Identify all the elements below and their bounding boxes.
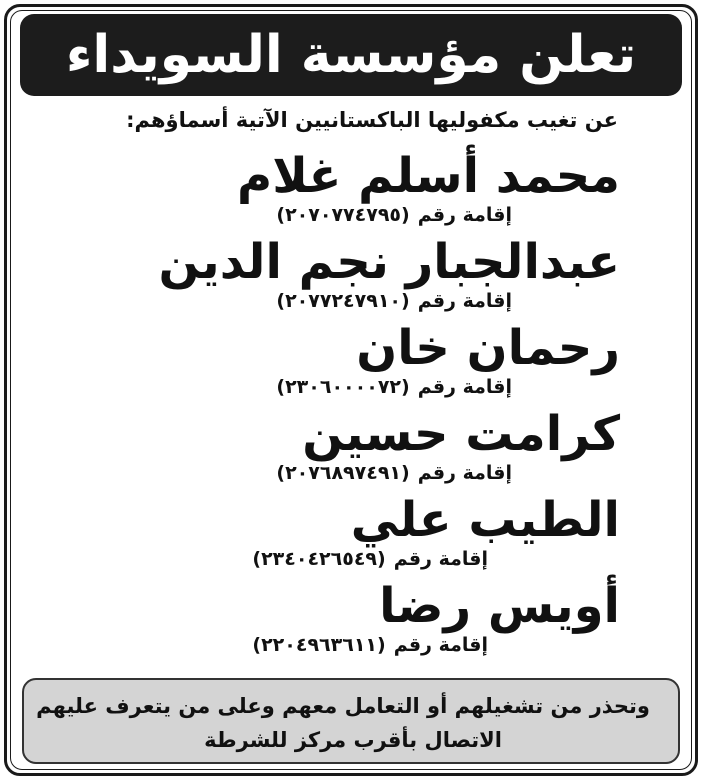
residence-line [276, 464, 512, 483]
residence-label: إقامة رقم [393, 634, 488, 656]
warning-line-2: الاتصال بأقرب مركز للشرطة [204, 728, 502, 752]
intro-text: عن تغيب مكفوليها الباكستانيين الآتية أسماؤهم: [126, 108, 618, 132]
person-name: محمد أسلم غلام [237, 148, 620, 204]
residence-line [276, 292, 512, 311]
residence-label: إقامة رقم [417, 462, 512, 484]
residence-number: (٢٠٧٧٢٤٧٩١٠) [276, 290, 410, 312]
person-name: كرامت حسين [302, 406, 620, 462]
residence-number: (٢٢٠٤٩٦٣٦١١) [252, 634, 386, 656]
residence-number: (٢٣٤٠٤٢٦٥٤٩) [252, 548, 386, 570]
residence-line [276, 378, 512, 397]
person-name: عبدالجبار نجم الدين [158, 234, 620, 290]
person-name: الطيب علي [350, 492, 620, 548]
warning-box [22, 678, 680, 764]
residence-label: إقامة رقم [417, 376, 512, 398]
residence-line [252, 550, 488, 569]
person-name: رحمان خان [356, 320, 620, 376]
person-name: أويس رضا [379, 578, 620, 634]
warning-line-1: وتحذر من تشغيلهم أو التعامل معهم وعلى من يتعرف عليهم [36, 694, 650, 718]
header-banner [20, 14, 682, 96]
residence-label: إقامة رقم [417, 290, 512, 312]
residence-label: إقامة رقم [417, 204, 512, 226]
residence-number: (٢٠٧٦٨٩٧٤٩١) [276, 462, 410, 484]
residence-line [252, 636, 488, 655]
residence-number: (٢٠٧٠٧٧٤٧٩٥) [276, 204, 410, 226]
announcement-title: تعلن مؤسسة السويداء [65, 25, 637, 85]
residence-line [276, 206, 512, 225]
residence-number: (٢٣٠٦٠٠٠٠٧٢) [276, 376, 410, 398]
residence-label: إقامة رقم [393, 548, 488, 570]
